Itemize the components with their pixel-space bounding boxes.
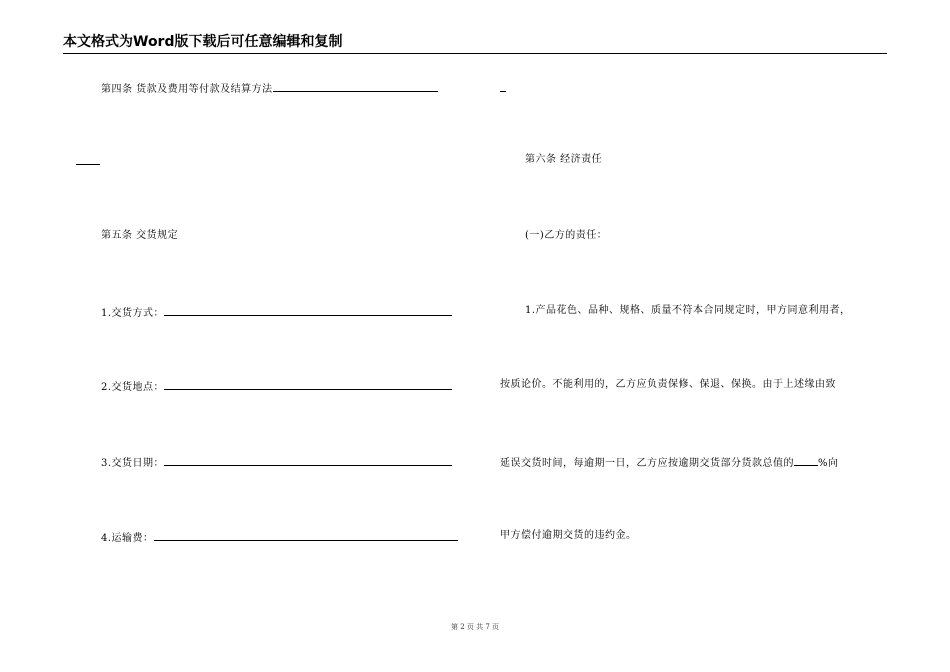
party-b-responsibility-title: (一)乙方的责任： (525, 230, 608, 241)
freight-line (101, 529, 458, 546)
freight-label: 4.运输费： (101, 533, 154, 544)
delivery-date-label: 3.交货日期： (101, 458, 165, 469)
article-4-continuation-line (76, 153, 100, 170)
page-number-footer: 第 2 页 共 7 页 (450, 623, 500, 631)
delivery-location-blank (164, 378, 452, 390)
article-5-title: 第五条 交货规定 (101, 230, 179, 241)
paragraph-1-line-3-suffix: %向 (818, 458, 839, 469)
delivery-method-line (101, 304, 452, 321)
article-6-title: 第六条 经济责任 (525, 154, 603, 165)
right-column-leading-blank (500, 80, 506, 92)
article-4-line (101, 80, 438, 97)
article-4-label: 第四条 货款及费用等付款及结算方法 (101, 84, 273, 95)
right-column-leading-blank-line (500, 80, 506, 97)
delivery-method-label: 1.交货方式： (101, 308, 165, 319)
header-divider (63, 53, 887, 54)
freight-blank (154, 529, 458, 541)
delivery-location-line (101, 378, 452, 395)
delivery-date-blank (164, 454, 452, 466)
paragraph-1-line-3-text: 延误交货时间，每逾期一日，乙方应按逾期交货部分货款总值的 (500, 458, 794, 469)
article-4-blank (273, 80, 438, 92)
paragraph-1-line-2: 按质论价。不能利用的，乙方应负责保修、保退、保换。由于上述缘由致 (500, 379, 836, 390)
delivery-method-blank (164, 304, 452, 316)
penalty-percent-blank (794, 454, 818, 466)
paragraph-1-line-1: 1.产品花色、品种、规格、质量不符本合同规定时，甲方同意利用者， (525, 305, 851, 316)
article-4-continuation-blank (76, 153, 100, 165)
delivery-location-label: 2.交货地点： (101, 382, 165, 393)
delivery-date-line (101, 454, 452, 471)
document-header-title: 本文格式为Word版下载后可任意编辑和复制 (63, 34, 343, 50)
paragraph-1-line-4: 甲方偿付逾期交货的违约金。 (500, 530, 637, 541)
paragraph-1-line-3 (500, 454, 839, 471)
